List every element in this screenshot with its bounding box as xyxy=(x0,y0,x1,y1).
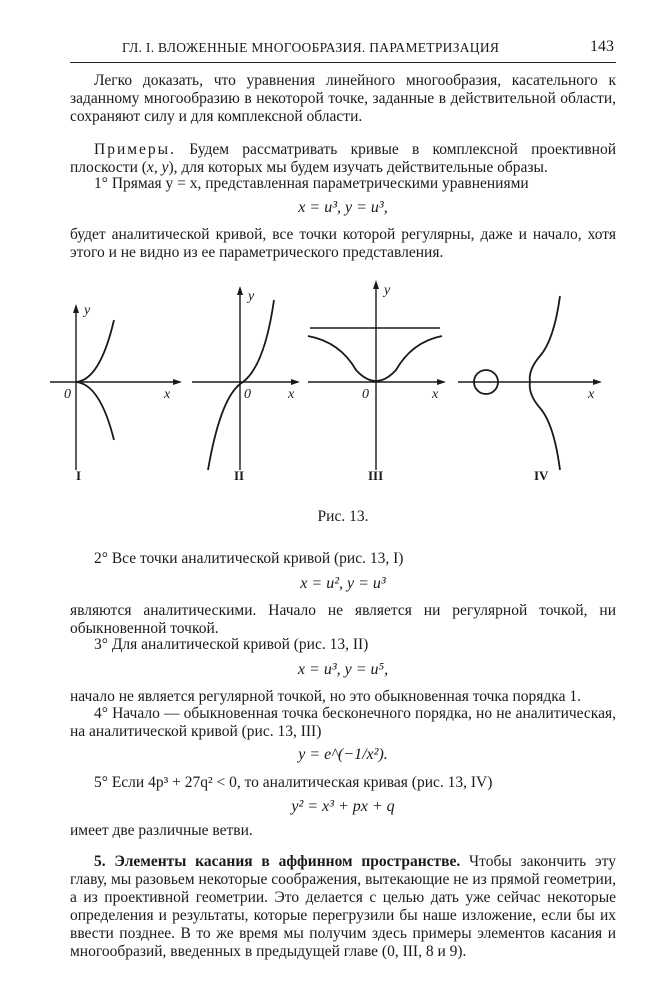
item-2: 2° Все точки аналитической кривой (рис. 13, I) xyxy=(94,550,404,567)
examples-lead: Примеры. xyxy=(94,141,176,158)
paragraph-not-regular: являются аналитическими. Начало не является ни регулярной точкой, ни обыкновенной точкой. xyxy=(70,602,616,637)
panel-1-y-arrow xyxy=(73,304,79,313)
section-5-body: Чтобы закончить эту главу, мы разовьем некоторые соображения, вытекающие не из прямой геометрии, а из проективной геометрии. Это делается с целью дать уже сейчас некоторые определения и результаты, которые перегрузили бы наше изложение, если бы их ввести позднее. В то же время мы получим здесь примеры элементов касания и многообразий, введенных в предыдущей главе (0, III, 8 и 9). xyxy=(70,853,617,960)
paragraph-tangent: Легко доказать, что уравнения линейного многообразия, касательного к заданному многообразию в некоторой точке, заданные в действительной области, сохраняют силу и для комплексной области. xyxy=(70,72,616,125)
paragraph-examples xyxy=(70,141,616,177)
paragraph-two-branches: имеет две различные ветви. xyxy=(70,822,253,839)
paragraph-ordinary-point: начало не является регулярной точкой, но это обыкновенная точка порядка 1. xyxy=(70,688,581,705)
panel-4-x-label: x xyxy=(588,387,595,402)
panel-2-x-arrow xyxy=(291,379,300,385)
panel-3-x-label: x xyxy=(432,387,439,402)
panel-2-y-arrow xyxy=(237,286,243,295)
panel-1-lower-branch xyxy=(76,382,114,440)
examples-var-x: x xyxy=(146,159,154,176)
panel-3-curve xyxy=(308,336,442,381)
panel-1-x-label: x xyxy=(164,387,171,402)
section-5-title: 5. Элементы касания в аффинном пространстве. xyxy=(94,853,461,870)
panel-1-origin: 0 xyxy=(64,387,71,402)
item-1: 1° Прямая y = x, представленная параметрическими уравнениями xyxy=(94,175,529,192)
equation-4: y = e^(−1/x²). xyxy=(298,746,388,763)
paragraph-regular: будет аналитической кривой, все точки которой регулярны, даже и начало, хотя этого и не видно из ее параметрического представления. xyxy=(70,226,616,261)
panel-2-x-label: x xyxy=(288,387,295,402)
panel-1-y-label: y xyxy=(84,303,91,318)
item-3: 3° Для аналитической кривой (рис. 13, II) xyxy=(94,636,369,653)
running-head-title: ГЛ. I. ВЛОЖЕННЫЕ МНОГООБРАЗИЯ. ПАРАМЕТРИЗАЦИЯ xyxy=(122,40,500,55)
panel-4-branch xyxy=(530,296,560,470)
examples-text-b: ), для которых мы будем изучать действительные образы. xyxy=(168,159,548,176)
item-4: 4° Начало — обыкновенная точка бесконечного порядка, но не аналитическая, на аналитической кривой (рис. 13, III) xyxy=(70,705,616,740)
equation-3: x = u³, y = u⁵, xyxy=(297,661,389,678)
panel-3-y-arrow xyxy=(373,280,379,289)
page-number: 143 xyxy=(590,38,614,55)
panel-2-y-label: y xyxy=(248,289,255,304)
panel-label-3: III xyxy=(368,468,384,483)
equation-2: x = u², y = u³ xyxy=(300,575,386,592)
panel-1-x-arrow xyxy=(173,379,182,385)
panel-label-4: IV xyxy=(534,468,549,483)
panel-4-x-arrow xyxy=(593,379,602,385)
panel-label-1: I xyxy=(76,468,82,483)
panel-label-2: II xyxy=(234,468,245,483)
equation-5: y² = x³ + px + q xyxy=(291,798,395,815)
panel-2-origin: 0 xyxy=(244,387,251,402)
figure-13 xyxy=(40,280,620,490)
examples-text-a: Будем рассматривать кривые в комплексной проективной плоскости ( xyxy=(70,141,616,176)
equation-1: x = u³, y = u³, xyxy=(298,199,388,216)
panel-2-curve xyxy=(208,300,274,470)
panel-3-x-arrow xyxy=(437,379,446,385)
running-header xyxy=(70,40,616,63)
panel-1-upper-branch xyxy=(76,320,114,382)
examples-var-y: y xyxy=(161,159,169,176)
figure-caption: Рис. 13. xyxy=(317,508,369,525)
examples-comma: , xyxy=(153,159,162,176)
panel-3-y-label: y xyxy=(384,283,391,298)
panel-3-origin: 0 xyxy=(362,387,369,402)
section-5 xyxy=(70,853,616,961)
item-5: 5° Если 4p³ + 27q² < 0, то аналитическая кривая (рис. 13, IV) xyxy=(94,774,493,791)
